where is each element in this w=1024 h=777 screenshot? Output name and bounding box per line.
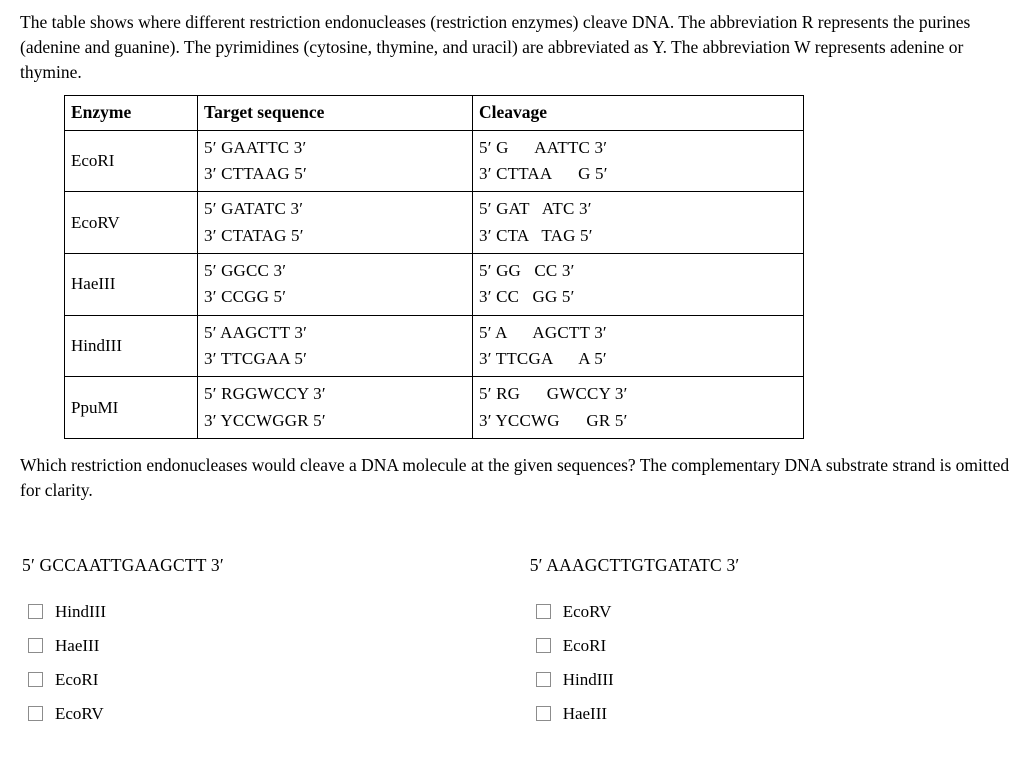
table-row xyxy=(65,377,804,439)
cell-enzyme-name: EcoRV xyxy=(65,192,198,254)
option-label: EcoRV xyxy=(562,601,612,621)
option-label: EcoRI xyxy=(562,635,607,655)
cell-cleavage xyxy=(473,315,804,377)
option-row[interactable] xyxy=(22,704,512,724)
column-header-enzyme: Enzyme xyxy=(65,95,198,130)
checkbox-icon[interactable] xyxy=(536,672,551,687)
cell-target-sequence xyxy=(198,130,473,192)
option-row[interactable] xyxy=(530,670,1004,690)
checkbox-icon[interactable] xyxy=(28,672,43,687)
cleavage-line-top: 5′ GG CC 3′ xyxy=(479,260,575,280)
cell-cleavage xyxy=(473,253,804,315)
option-label: HindIII xyxy=(55,601,106,621)
sequence-line-bottom: 3′ CCGG 5′ xyxy=(204,287,287,307)
answer-columns xyxy=(20,555,1004,738)
substrate-sequence-left: 5′ GCCAATTGAAGCTT 3′ xyxy=(22,554,224,575)
option-row[interactable] xyxy=(22,670,512,690)
option-label: HaeIII xyxy=(562,703,608,723)
cleavage-line-bottom: 3′ YCCWG GR 5′ xyxy=(479,410,628,430)
cleavage-line-bottom: 3′ TTCGA A 5′ xyxy=(479,348,607,368)
sequence-line-top: 5′ RGGWCCY 3′ xyxy=(204,384,326,404)
option-row[interactable] xyxy=(530,636,1004,656)
cleavage-line-bottom: 3′ CTA TAG 5′ xyxy=(479,225,593,245)
cleavage-line-top: 5′ GAT ATC 3′ xyxy=(479,199,592,219)
enzyme-table xyxy=(64,95,804,439)
cleavage-line-bottom: 3′ CC GG 5′ xyxy=(479,287,575,307)
intro-paragraph: The table shows where different restriction endonucleases (restriction enzymes) cleave DNA. The abbreviation R represents the purines (adenine and guanine). The pyrimidines (cytosine, thymine, and uracil) are abbreviated as Y. The abbreviation W represents adenine or thymine. xyxy=(20,12,971,82)
option-label: EcoRV xyxy=(55,703,104,723)
cell-cleavage xyxy=(473,130,804,192)
table-row xyxy=(65,315,804,377)
sequence-line-bottom: 3′ TTCGAA 5′ xyxy=(204,348,308,368)
sequence-line-top: 5′ GGCC 3′ xyxy=(204,260,287,280)
substrate-sequence-right: 5′ AAAGCTTGTGATATC 3′ xyxy=(529,554,740,575)
answer-column-right xyxy=(512,555,1004,738)
sequence-line-top: 5′ GATATC 3′ xyxy=(204,199,304,219)
cell-target-sequence xyxy=(198,253,473,315)
cell-target-sequence xyxy=(198,377,473,439)
sequence-line-bottom: 3′ YCCWGGR 5′ xyxy=(204,410,326,430)
column-header-target-sequence: Target sequence xyxy=(198,95,473,130)
cell-enzyme-name: PpuMI xyxy=(65,377,198,439)
checkbox-icon[interactable] xyxy=(28,604,43,619)
cleavage-line-top: 5′ G AATTC 3′ xyxy=(479,137,608,157)
cell-enzyme-name: EcoRI xyxy=(65,130,198,192)
cell-cleavage xyxy=(473,377,804,439)
checkbox-icon[interactable] xyxy=(28,638,43,653)
cleavage-line-top: 5′ RG GWCCY 3′ xyxy=(479,384,628,404)
table-row xyxy=(65,130,804,192)
column-header-cleavage: Cleavage xyxy=(473,95,804,130)
cell-enzyme-name: HaeIII xyxy=(65,253,198,315)
cell-target-sequence xyxy=(198,315,473,377)
checkbox-icon[interactable] xyxy=(536,706,551,721)
checkbox-icon[interactable] xyxy=(536,638,551,653)
sequence-line-bottom: 3′ CTTAAG 5′ xyxy=(204,163,307,183)
option-row[interactable] xyxy=(530,602,1004,622)
option-row[interactable] xyxy=(22,636,512,656)
option-label: HindIII xyxy=(562,669,614,689)
checkbox-icon[interactable] xyxy=(28,706,43,721)
cleavage-line-top: 5′ A AGCTT 3′ xyxy=(479,322,607,342)
table-row xyxy=(65,253,804,315)
table-header-row xyxy=(65,95,804,130)
cleavage-line-bottom: 3′ CTTAA G 5′ xyxy=(479,163,608,183)
cell-cleavage xyxy=(473,192,804,254)
answer-column-left xyxy=(20,555,512,738)
table-row xyxy=(65,192,804,254)
option-row[interactable] xyxy=(22,602,512,622)
option-row[interactable] xyxy=(530,704,1004,724)
sequence-line-top: 5′ GAATTC 3′ xyxy=(204,137,307,157)
option-label: EcoRI xyxy=(55,669,99,689)
checkbox-icon[interactable] xyxy=(536,604,551,619)
cell-enzyme-name: HindIII xyxy=(65,315,198,377)
cell-target-sequence xyxy=(198,192,473,254)
sequence-line-top: 5′ AAGCTT 3′ xyxy=(204,322,308,342)
question-prompt: Which restriction endonucleases would cleave a DNA molecule at the given sequences? The complementary DNA substrate strand is omitted for clarity. xyxy=(20,454,1010,500)
option-label: HaeIII xyxy=(55,635,100,655)
sequence-line-bottom: 3′ CTATAG 5′ xyxy=(204,225,304,245)
